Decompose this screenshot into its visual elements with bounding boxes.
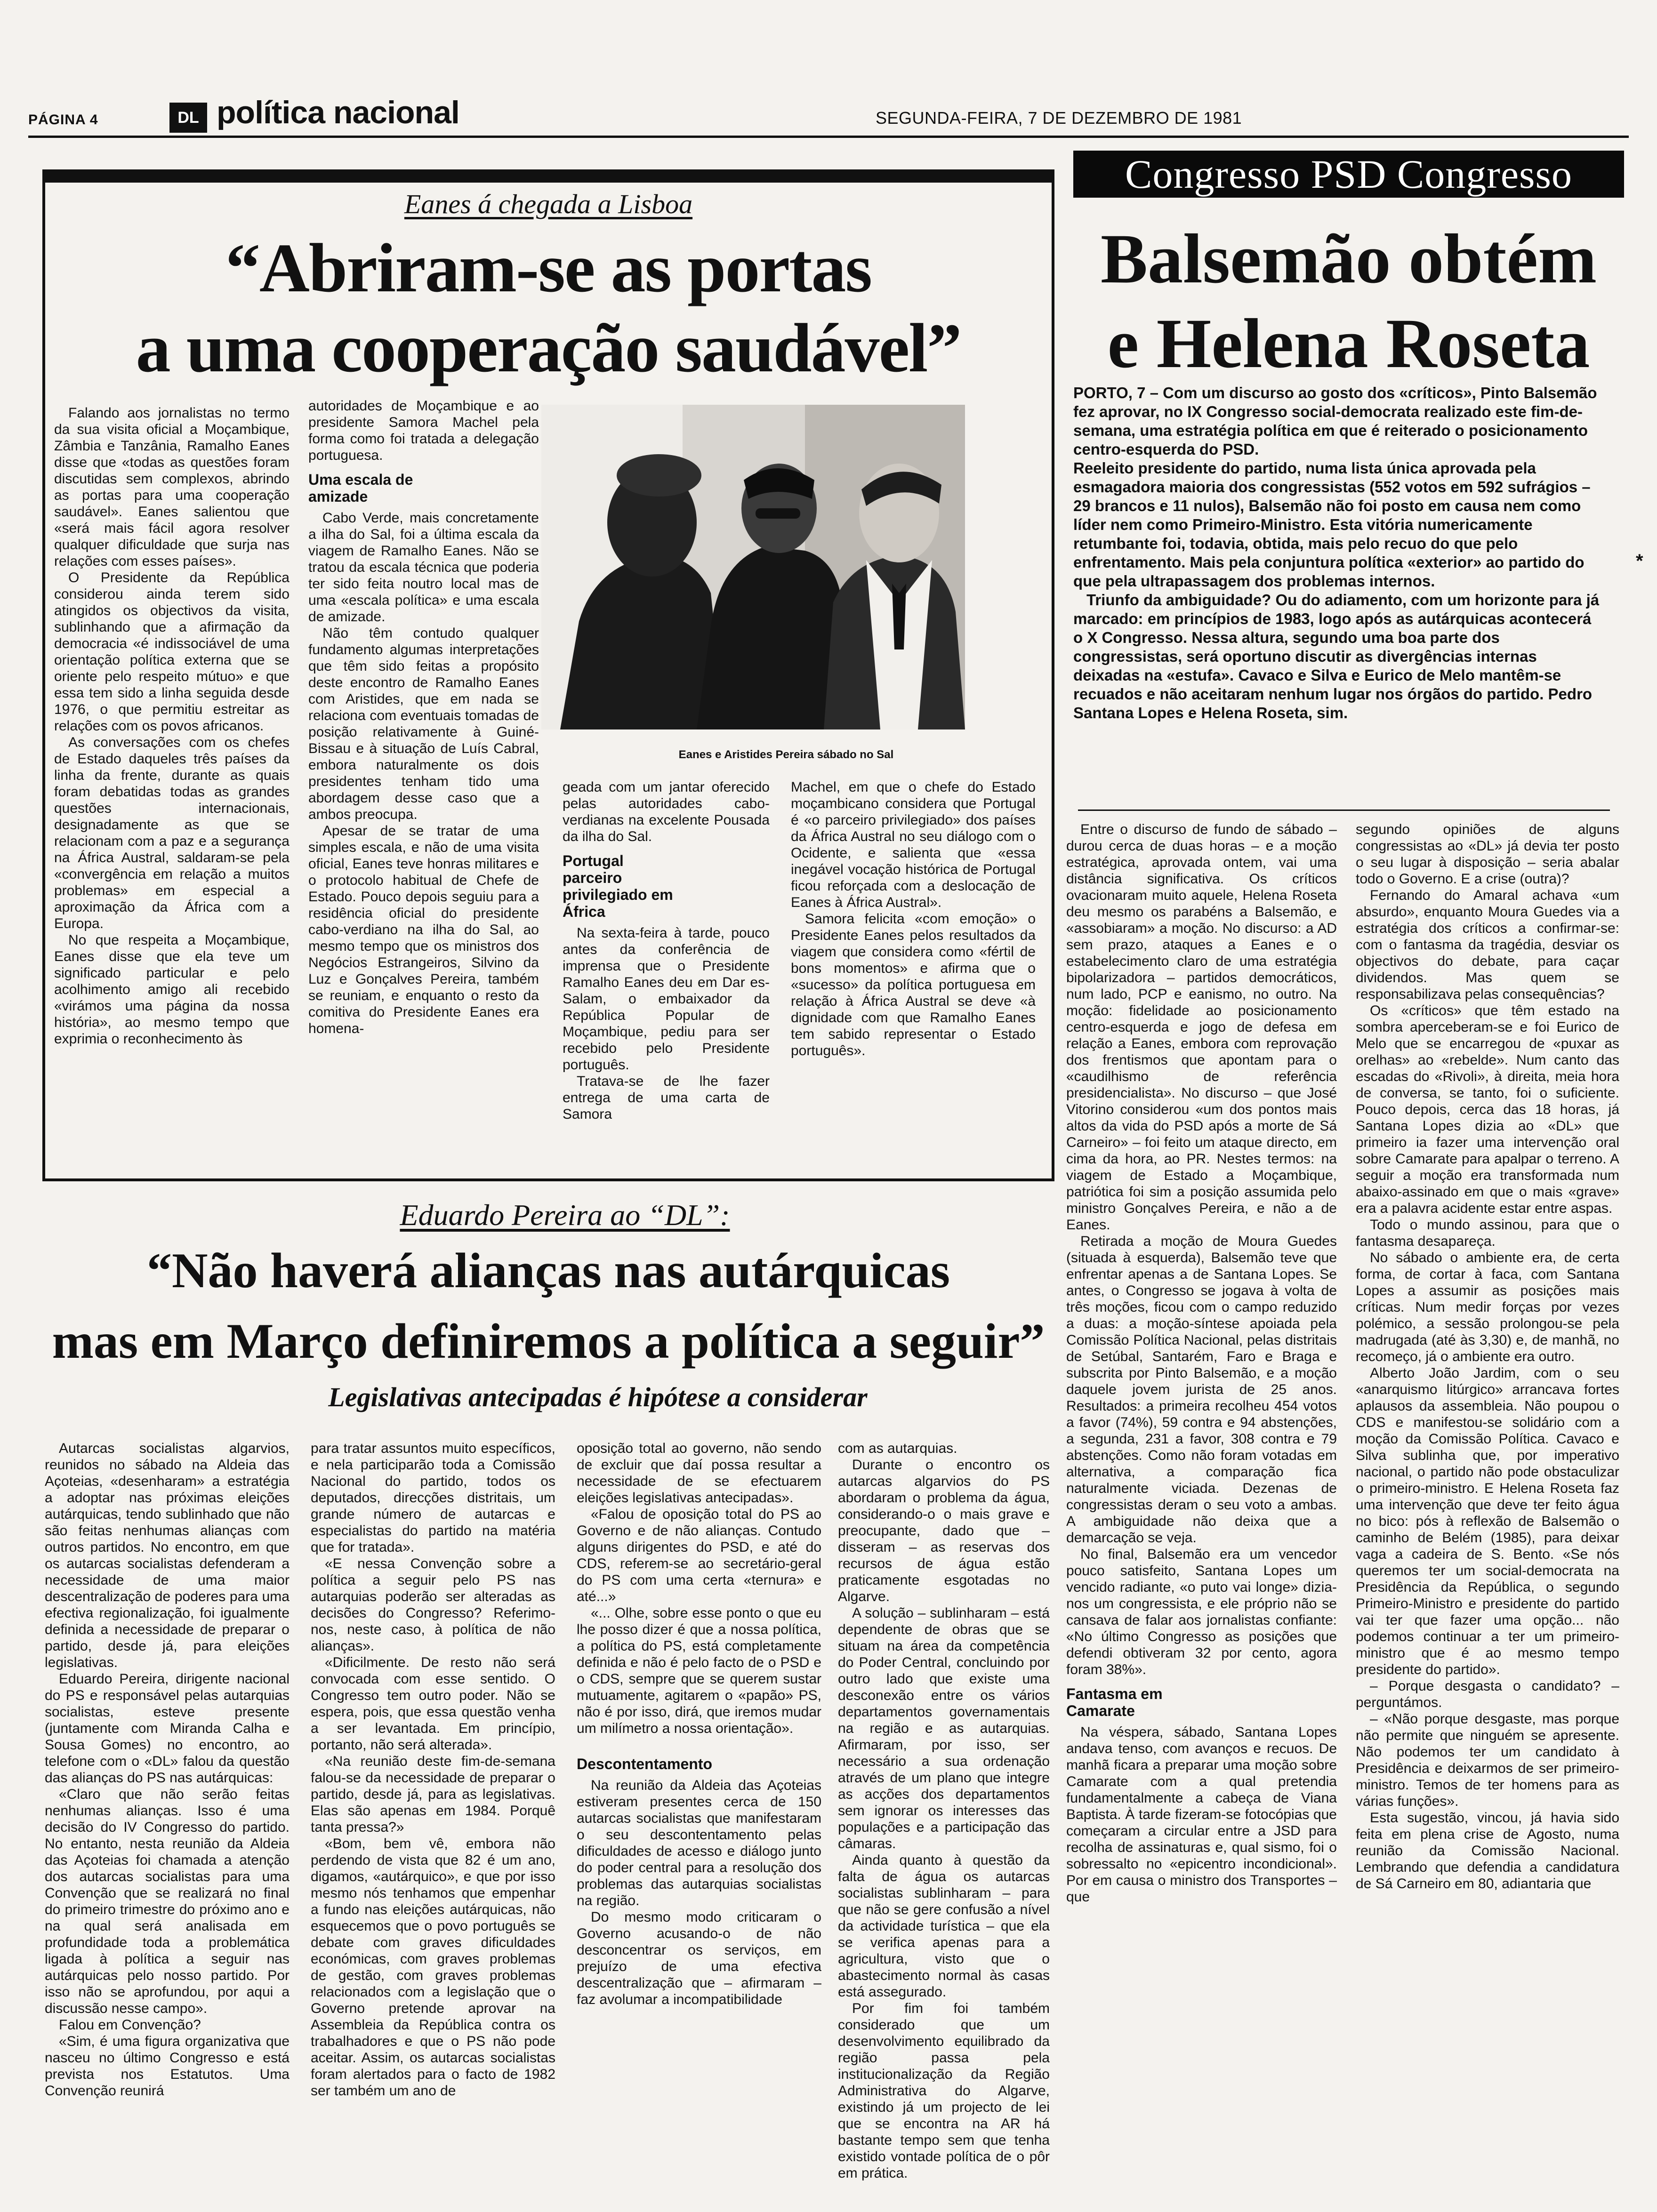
paragraph: «Falou de oposição total do PS ao Governo e de não alianças. Contudo alguns dirigentes do PSD, e até do CDS, referem-se ao secretário-geral do PS com uma certa «ternura» e até...» [577, 1507, 821, 1604]
paragraph: «Dificilmente. De resto não será convocada com esse sentido. O Congresso tem outro poder. Não se espera, pois, que essa questão venha a ser levantada. Em princípio, portanto, não será alterada». [311, 1655, 555, 1753]
eanes-column-4 [791, 779, 1036, 1170]
section-title: política nacional [217, 95, 459, 130]
paragraph: No sábado o ambiente era, de certa forma, de cortar à faca, com Santana Lopes a assumir as posições mais críticas. Num medir forças por vezes polémico, a sessão prolongou-se pela madrugada (até às 3,30) e, de manhã, no recomeço, já o ambiente era outro. [1356, 1250, 1619, 1364]
paragraph: Machel, em que o chefe do Estado moçambicano considera que Portugal é «o parceiro privilegiado» dos países da África Austral no seu diálogo com o Ocidente, e salienta que «essa inegável vocação histórica de Portugal ficou reforçada com a deslocação de Eanes à África Austral». [791, 779, 1036, 910]
eanes-story-topbar [42, 170, 1054, 183]
page-number: PÁGINA 4 [28, 112, 98, 128]
paragraph: O Presidente da República considerou ainda terem sido atingidos os objectivos da visita, sublinhando que a afirmação da democracia «é indissociável de uma orientação política externa que se oriente pelo respeito mútuo» e que essa tem sido a linha seguida desde 1976, o que permitiu estreitar as relações com os povos africanos. [54, 570, 290, 734]
paragraph: «Sim, é uma figura organizativa que nasceu no último Congresso e está prevista nos Estatutos. Uma Convenção reunirá [45, 2034, 290, 2099]
psd-headline-line2: e Helena Roseta [1107, 305, 1590, 383]
paragraph: Falando aos jornalistas no termo da sua visita oficial a Moçambique, Zâmbia e Tanzânia, Ramalho Eanes disse que «todas as questões foram discutidas sem complexos, abrindo as portas para uma cooperação saudável». Eanes salientou que «será mais fácil agora resolver qualquer dificuldade que surja nas relações com esses países». [54, 405, 290, 569]
issue-date: SEGUNDA-FEIRA, 7 DE DEZEMBRO DE 1981 [876, 108, 1242, 128]
psd-headline-line1: Balsemão obtém [1100, 220, 1597, 298]
paragraph: Na sexta-feira à tarde, pouco antes da conferência de imprensa que o Presidente Ramalho Eanes deu em Dar es-Salam, o embaixador da República Popular de Moçambique, pediu para ser recebido pelo Presidente português. [563, 925, 770, 1073]
paragraph: Samora felicita «com emoção» o Presidente Eanes pelos resultados da viagem que considera como «fértil de bons momentos» e afirma que o «sucesso» da política portuguesa em relação à África Austral se deve «à dignidade com que Ramalho Eanes tem sabido representar o Estado português». [791, 911, 1036, 1058]
photo-eanes-aristides-image [541, 405, 965, 729]
paragraph: com as autarquias. [838, 1441, 957, 1456]
paragraph: segundo opiniões de alguns congressistas ao «DL» já devia ter posto o seu lugar à disposição – seria abalar todo o Governo. E a crise (outra)? [1356, 822, 1619, 887]
paragraph: Entre o discurso de fundo de sábado – durou cerca de duas horas – e a moção estratégica, aprovada ontem, vai uma distância significativa. Os críticos ovacionaram muito aquele, Helena Roseta deu mesmo os parabéns a Balsemão, e «assobiaram» a moção. No discurso: a AD sem prazo, ataques a Eanes e o estabelecimento claro de uma estratégia bipolarizadora – partidos democráticos, num lado, PCP e eanismo, no outro. Na moção: fidelidade ao posicionamento centro-esquerda e jogo de defesa em relação a Eanes, embora com reprovação dos frentismos que apontam para o «caudilhismo de referência presidencialista». No discurso – que José Vitorino considerou «um dos pontos mais altos da vida do PSD após a morte de Sá Carneiro» – foi feito um ataque directo, em cima da hora, ao PR. Nestes termos: na viagem de Estado a Moçambique, patriótica foi sim a posição assumida pelo ministro Gonçalves Pereira, e não a de Eanes. [1066, 822, 1337, 1233]
pereira-headline-line1: “Não haverá alianças nas autárquicas [147, 1243, 950, 1298]
paragraph: Fernando do Amaral achava «um absurdo», enquanto Moura Guedes via a estratégia dos críticos a confirmar-se: com o fantasma da tragédia, desviar os objectivos do debate, para caçar dividendos. Mas quem se responsabilizava pelas consequências? [1356, 888, 1619, 1002]
subheading-uma-escala: Uma escala de amizade [308, 471, 413, 505]
paragraph: Alberto João Jardim, com o seu «anarquismo litúrgico» arrancava fortes aplausos da assembleia. Não poupou o CDS e manifestou-se solidário com a moção da Comissão Política. Cavaco e Silva sublinha que, por imperativo nacional, o partido não pode obstaculizar o primeiro-ministro. E Helena Roseta faz uma intervenção que deve ter feito água no bico: pós à reflexão de Balsemão o caminho de Belém (1985), para deixar vaga a cadeira de S. Bento. «Se nós queremos ter um social-democrata na Presidência da República, o segundo Primeiro-Ministro e presidente do partido vai ter que fazer uma opção... não podemos continuar a ter um primeiro-ministro que é ao mesmo tempo presidente do partido». [1356, 1365, 1619, 1677]
paragraph: Apesar de se tratar de uma simples escala, e não de uma visita oficial, Eanes teve honras militares e o protocolo habitual de Chefe de Estado. Pouco depois seguiu para a residência oficial do presidente cabo-verdiano na ilha do Sal, ao mesmo tempo que os ministros dos Negócios Estrangeiros, Silvino da Luz e Gonçalves Pereira, também se reuniam, e enquanto o resto da comitiva do Presidente Eanes era homena- [308, 823, 539, 1036]
photo-caption: Eanes e Aristides Pereira sábado no Sal [678, 748, 894, 761]
news-photo [541, 405, 965, 729]
paragraph: Esta sugestão, vincou, já havia sido feita em plena crise de Agosto, numa reunião da Comissão Nacional. Lembrando que defendia a candidatura de Sá Carneiro em 80, adiantaria que [1356, 1810, 1619, 1891]
pereira-deck: Legislativas antecipadas é hipótese a considerar [328, 1382, 868, 1412]
pereira-kicker: Eduardo Pereira ao “DL”: [400, 1198, 730, 1232]
paragraph: «Na reunião deste fim-de-semana falou-se da necessidade de preparar o partido, desde já, para as legislativas. Elas são apenas em 1984. Porquê tanta pressa?» [311, 1754, 555, 1835]
paragraph: Ainda quanto à questão da falta de água os autarcas socialistas sublinharam – para que não se gere confusão a nível da actividade turística – que ela se verifica apenas para a agricultura, visto que o abastecimento normal às casas está assegurado. [838, 1852, 1050, 2000]
paragraph: «Claro que não serão feitas nenhumas alianças. Isso é uma decisão do IV Congresso do partido. No entanto, nesta reunião da Aldeia das Açoteias foi chamada a atenção dos autarcas socialistas para uma Convenção que se realizará no final do primeiro trimestre do próximo ano e na qual será analisada em profundidade toda a problemática ligada à política a seguir nas autárquicas pelo nosso partido. Por isso não se aprofundou, por aqui a discussão nesse campo». [45, 1787, 290, 2016]
paragraph: «E nessa Convenção sobre a política a seguir pelo PS nas autarquias poderão ser alteradas as decisões do Congresso? Referimo-nos, neste caso, à política de não alianças». [311, 1556, 555, 1654]
margin-mark: * [1636, 551, 1643, 571]
pereira-column-3 [577, 1440, 821, 2207]
paragraph: «... Olhe, sobre esse ponto o que eu lhe posso dizer é que a nossa política, a política do PS, está completamente definida e não é pelo facto de o PSD e o CDS, sempre que se querem sustar mutuamente, agitarem o «papão» PS, não é por isso, dirá, que iremos mudar um milímetro a nossa orientação». [577, 1605, 821, 1736]
psd-column-1 [1066, 821, 1337, 2205]
subheading-fantasma: Fantasma em Camarate [1066, 1685, 1163, 1719]
eanes-headline-line1: “Abriram-se as portas [225, 230, 872, 307]
paragraph: Cabo Verde, mais concretamente a ilha do Sal, foi a última escala da viagem de Ramalho Eanes. Não se tratou da escala técnica que poderia ter sido feita noutro local mas de uma «escala política» e uma escala de amizade. [308, 510, 539, 625]
paragraph: geada com um jantar oferecido pelas autoridades cabo-verdianas na excelente Pousada da ilha do Sal. [563, 779, 770, 844]
paragraph: – «Não porque desgaste, mas porque não permite que ninguém se apresente. Não podemos ter um candidato à Presidência e deixarmos de ser primeiro-ministro. Temos de ter homens para as várias funções». [1356, 1711, 1619, 1809]
paragraph: Durante o encontro os autarcas algarvios do PS abordaram o problema da água, considerando-o o mais grave e preocupante, dado que – disseram – as reservas dos recursos de água estão praticamente esgotadas no Algarve. [838, 1457, 1050, 1604]
psd-column-2 [1356, 821, 1619, 2205]
masthead-rule [28, 136, 1629, 138]
psd-lead-divider [1078, 809, 1610, 811]
paragraph: Do mesmo modo criticaram o Governo acusando-o de não desconcentrar os serviços, em prejuízo de uma efectiva descentralização que – afirmaram – faz avolumar a incompatibilidade [577, 1909, 821, 2007]
paragraph: Eduardo Pereira, dirigente nacional do PS e responsável pelas autarquias socialistas, esteve presente (juntamente com Miranda Calha e Sousa Gomes) no encontro, ao telefone com o «DL» falou da questão das alianças do PS nas autárquicas: [45, 1671, 290, 1786]
subheading-portugal-parceiro: Portugal parceiro privilegiado em África [563, 852, 673, 920]
paragraph: oposição total ao governo, não sendo de excluir que daí possa resultar a necessidade de se efectuarem eleições legislativas antecipadas». [577, 1441, 821, 1506]
paragraph: Tratava-se de lhe fazer entrega de uma carta de Samora [563, 1074, 770, 1122]
paragraph: para tratar assuntos muito específicos, e nela participarão toda a Comissão Nacional do partido, todos os deputados, direcções distritais, um grande número de autarcas e especialistas do partido na matéria que for tratada». [311, 1441, 555, 1555]
eanes-column-2 [308, 398, 539, 1170]
paragraph: Os «críticos» que têm estado na sombra aperceberam-se e foi Eurico de Melo que se encarregou de «puxar as orelhas» ao «rebelde». Num canto das escadas do «Rivoli», à direita, meia hora de conversa, se tanto, foi o suficiente. Pouco depois, cerca das 18 horas, já Santana Lopes dizia ao «DL» que primeiro ia fazer uma intervenção oral sobre Camarate para apalpar o terreno. A seguir a moção era transformada num abaixo-assinado em que o mais «grave» era a palavra acidente estar entre aspas. [1356, 1003, 1619, 1216]
pereira-column-2 [311, 1440, 555, 2207]
paragraph: «Bom, bem vê, embora não perdendo de vista que 82 é um ano, digamos, «autárquico», e que por isso mesmo nós tenhamos que empenhar a fundo nas eleições autárquicas, não esquecemos que o povo português se debate com graves dificuldades económicas, com graves problemas de gestão, com graves problemas relacionados com a legislação que o Governo pretende aprovar na Assembleia da República contra os trabalhadores e que o PS não pode aceitar. Assim, os autarcas socialistas foram alertados para o facto de 1982 ser também um ano de [311, 1836, 555, 2099]
psd-lead [1073, 384, 1601, 798]
paragraph: Falou em Convenção? [59, 2017, 201, 2033]
newspaper-logo: DL [169, 103, 207, 133]
paragraph: Retirada a moção de Moura Guedes (situada à esquerda), Balsemão teve que enfrentar apenas a de Santana Lopes. Se antes, o Congresso se jogava à volta de três moções, ficou com o campo reduzido a duas: a moção-síntese apoiada pela Comissão Política Nacional, pelas distritais de Setúbal, Santarém, Faro e Braga e subscrita por Pinto Balsemão, e a moção daquele jovem jurista de 25 anos. Resultados: a primeira recolheu 454 votos a favor (74%), 59 contra e 94 abstenções, a segunda, 231 a favor, 308 contra e 79 abstenções. Como não foram votadas em alternativa, a comparação fica naturalmente viciada. Dezenas de congressistas deram o seu voto a ambas. A ambiguidade não deixa que a demarcação se veja. [1066, 1234, 1337, 1546]
lead-paragraph: Triunfo da ambiguidade? Ou do adiamento, com um horizonte para já marcado: em princípios de 1983, logo após as autárquicas acontecerá o X Congresso. Nessa altura, segundo uma boa parte dos congressistas, será oportuno discutir as divergências internas deixadas na «estufa». Cavaco e Silva e Eurico de Melo mantêm-se recuados e não aceitaram nenhum lugar nos órgãos do partido. Pedro Santana Lopes e Helena Roseta, sim. [1073, 591, 1600, 721]
paragraph: Na reunião da Aldeia das Açoteias estiveram presentes cerca de 150 autarcas socialistas que manifestaram o seu descontentamento pelas dificuldades de acesso e diálogo junto do poder central para a resolução dos problemas das autarquias socialistas na região. [577, 1778, 821, 1908]
eanes-column-3 [563, 779, 770, 1170]
lead-paragraph: PORTO, 7 – Com um discurso ao gosto dos «críticos», Pinto Balsemão fez aprovar, no IX Congresso social-democrata realizado este fim-de-semana, uma estratégia política em que é reiterado o posicionamento centro-esquerda do PSD. [1073, 384, 1597, 458]
eanes-column-1 [54, 405, 290, 1167]
paragraph: Na véspera, sábado, Santana Lopes andava tenso, com avanços e recuos. De manhã ficara a preparar uma moção sobre Camarate com a qual pretendia fundamentalmente a cabeça de Viana Baptista. À tarde fizeram-se fotocópias que começaram a circular entre a JSD para recolha de assinaturas e, qual sismo, foi o sobressalto no «epicentro incondicional». Por em causa o ministro dos Transportes – que [1066, 1724, 1337, 1905]
paragraph: – Porque desgasta o candidato? – perguntámos. [1356, 1678, 1619, 1710]
pereira-headline-line2: mas em Março definiremos a política a seguir” [52, 1314, 1045, 1369]
paragraph: Todo o mundo assinou, para que o fantasma desapareça. [1356, 1217, 1619, 1249]
congress-banner: Congresso PSD Congresso [1073, 151, 1624, 198]
eanes-headline-line2: a uma cooperação saudável” [136, 310, 961, 387]
pereira-column-4 [838, 1440, 1050, 2207]
subheading-descontentamento: Descontentamento [577, 1755, 713, 1772]
paragraph: Não têm contudo qualquer fundamento algumas interpretações que têm sido feitas a propósito deste encontro de Ramalho Eanes com Aristides, que em nada se relaciona com eventuais tomadas de posição relativamente à Guiné-Bissau e à situação de Luís Cabral, embora naturalmente os dois presidentes tenham tido uma abordagem desse caso que a ambos preocupa. [308, 625, 539, 822]
paragraph: Autarcas socialistas algarvios, reunidos no sábado na Aldeia das Açoteias, «desenharam» a estratégia a adoptar nas próximas eleições autárquicas, tendo sublinhado que não são feitas nenhumas alianças com outros partidos. No encontro, em que os autarcas socialistas defenderam a necessidade de uma maior descentralização de poderes para uma efectiva regionalização, foi igualmente definida a necessidade de preparar o partido, desde já, para eleições legislativas. [45, 1441, 290, 1670]
paragraph: As conversações com os chefes de Estado daqueles três países da linha da frente, durante as quais foram debatidas todas as grandes questões internacionais, designadamente as que se relacionam com a paz e a segurança na África Austral, saldaram-se pela «convergência em relação a muitos problemas» em especial a aproximação da África com a Europa. [54, 735, 290, 931]
paragraph: autoridades de Moçambique e ao presidente Samora Machel pela forma como foi tratada a delegação portuguesa. [308, 398, 539, 463]
lead-paragraph: Reeleito presidente do partido, numa lista única aprovada pela esmagadora maioria dos congressistas (552 votos em 592 sufrágios – 29 brancos e 11 nulos), Balsemão não foi posto em causa nem como líder nem como Primeiro-Ministro. Esta vitória numericamente retumbante foi, todavia, obtida, mais pelo recuo do que pelo enfrentamento. Mais pela conjuntura política «exterior» ao partido do que pela ultrapassagem dos problemas internos. [1073, 459, 1591, 590]
paragraph: No final, Balsemão era um vencedor pouco satisfeito, Santana Lopes um vencido radiante, «o puto vai longe» dizia-nos um congressista, e ele próprio não se cansava de falar aos jornalistas confiante: «No último Congresso as posições que defendi obtiveram 32 por cento, agora foram 38%». [1066, 1547, 1337, 1677]
paragraph: A solução – sublinharam – está dependente de obras que se situam na área da competência do Poder Central, concluindo por outro lado que existe uma desconexão entre os vários departamentos governamentais na região e as autarquias. Afirmaram, por isso, ser necessário a sua ordenação através de um plano que integre as acções dos departamentos sem ignorar os interesses das populações e a participação das câmaras. [838, 1605, 1050, 1851]
paragraph: Por fim foi também considerado que um desenvolvimento equilibrado da região passa pela institucionalização da Região Administrativa do Algarve, existindo já um projecto de lei que se encontra na AR há bastante tempo sem que tenha existido vontade política de o pôr em prática. [838, 2001, 1050, 2181]
eanes-kicker: Eanes á chegada a Lisboa [404, 189, 693, 219]
pereira-column-1 [45, 1440, 290, 2207]
paragraph: No que respeita a Moçambique, Eanes disse que ela teve um significado particular e pelo acolhimento amigo ali recebido «virámos uma página da nossa história», ao mesmo tempo que exprimia o reconhecimento às [54, 932, 290, 1047]
